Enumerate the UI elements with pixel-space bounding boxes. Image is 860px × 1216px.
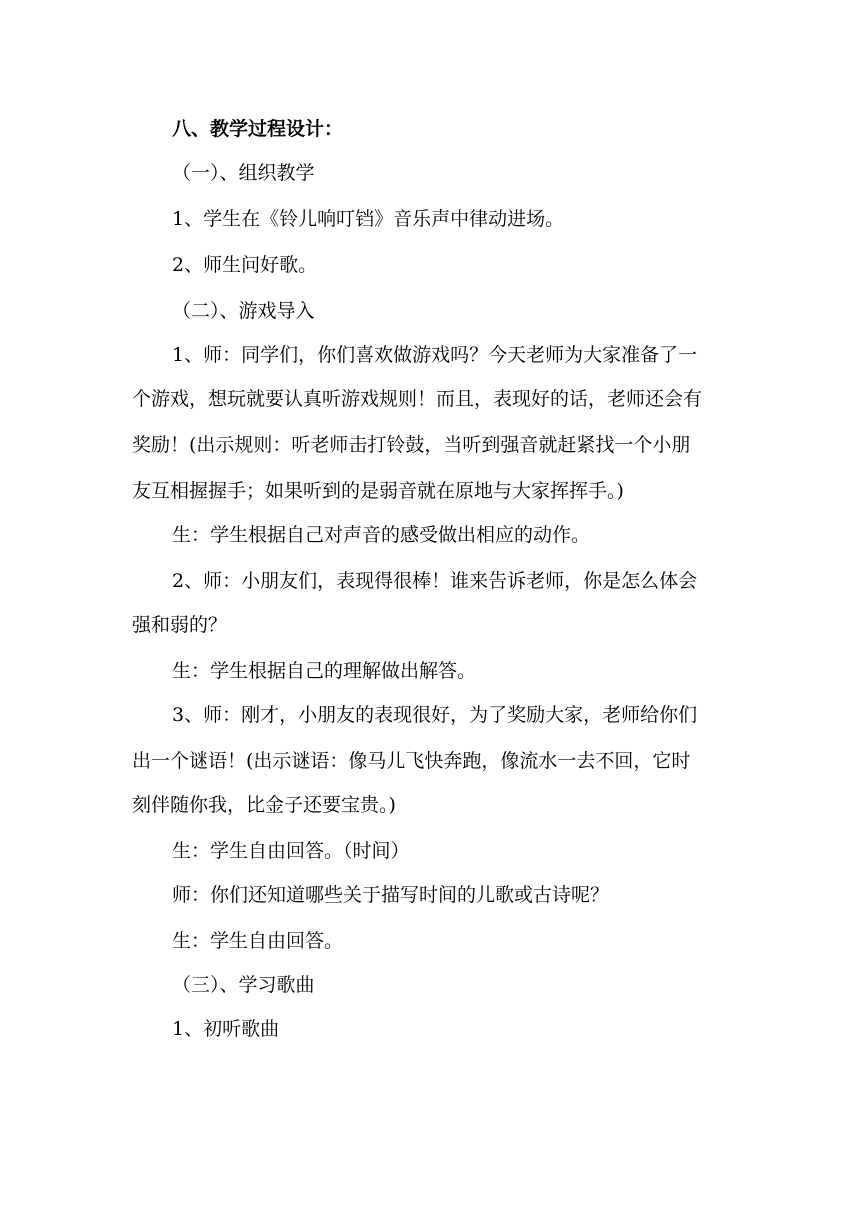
paragraph-line: 生：学生自由回答。（时间） [172, 840, 410, 862]
paragraph-line: 刻伴随你我，比金子还要宝贵。) [132, 794, 396, 816]
subsection-heading: （一）、组织教学 [172, 162, 315, 184]
paragraph-line: 个游戏，想玩就要认真听游戏规则！而且，表现好的话，老师还会有 [132, 388, 703, 410]
paragraph-line: 师：你们还知道哪些关于描写时间的儿歌或古诗呢？ [172, 884, 610, 906]
paragraph-line: 2、师生问好歌。 [172, 254, 318, 276]
paragraph-line: 奖励！(出示规则：听老师击打铃鼓，当听到强音就赶紧找一个小朋 [132, 434, 691, 456]
subsection-heading: （二）、游戏导入 [172, 300, 315, 322]
paragraph-line: 1、学生在《铃儿响叮铛》音乐声中律动进场。 [172, 208, 565, 230]
paragraph-line: 生：学生根据自己的理解做出解答。 [172, 660, 477, 682]
subsection-heading: （三）、学习歌曲 [172, 974, 315, 996]
paragraph-line: 生：学生根据自己对声音的感受做出相应的动作。 [172, 524, 591, 546]
paragraph-line: 生：学生自由回答。 [172, 930, 344, 952]
paragraph-line: 3、师：刚才，小朋友的表现很好，为了奖励大家，老师给你们 [172, 704, 698, 726]
paragraph-line: 1、师：同学们，你们喜欢做游戏吗？今天老师为大家准备了一 [172, 344, 698, 366]
paragraph-line: 1、初听歌曲 [172, 1018, 280, 1040]
paragraph-line: 强和弱的？ [132, 614, 228, 636]
paragraph-line: 友互相握握手；如果听到的是弱音就在原地与大家挥挥手。) [132, 480, 624, 502]
paragraph-line: 出一个谜语！(出示谜语：像马儿飞快奔跑，像流水一去不回，它时 [132, 750, 691, 772]
section-heading: 八、教学过程设计： [172, 118, 344, 140]
paragraph-line: 2、师：小朋友们，表现得很棒！谁来告诉老师，你是怎么体会 [172, 570, 698, 592]
